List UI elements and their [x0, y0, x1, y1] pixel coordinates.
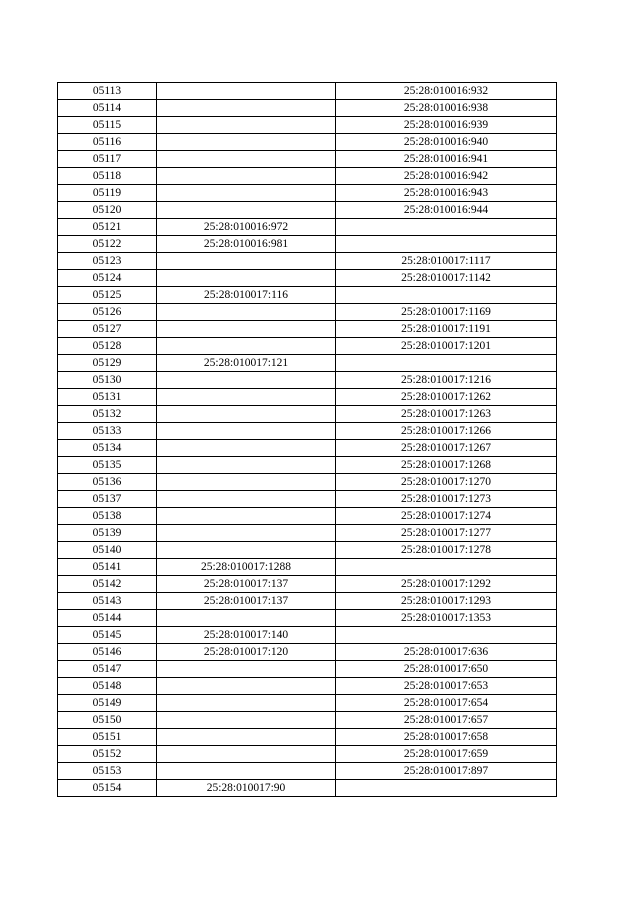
table-row	[58, 627, 557, 644]
row-number-cell: 05144	[58, 610, 157, 627]
primary-cadastral-number-cell	[157, 661, 336, 678]
table-row	[58, 661, 557, 678]
related-cadastral-number-cell: 25:28:010016:940	[336, 134, 557, 151]
related-cadastral-number-cell	[336, 355, 557, 372]
table-row	[58, 440, 557, 457]
row-number-cell: 05146	[58, 644, 157, 661]
related-cadastral-number-cell	[336, 780, 557, 797]
primary-cadastral-number-cell	[157, 406, 336, 423]
row-number-cell: 05134	[58, 440, 157, 457]
row-number-cell: 05147	[58, 661, 157, 678]
row-number-cell: 05143	[58, 593, 157, 610]
row-number-cell: 05121	[58, 219, 157, 236]
primary-cadastral-number-cell	[157, 338, 336, 355]
table-row	[58, 474, 557, 491]
table-row	[58, 321, 557, 338]
table-row	[58, 253, 557, 270]
row-number-cell: 05153	[58, 763, 157, 780]
primary-cadastral-number-cell	[157, 389, 336, 406]
related-cadastral-number-cell	[336, 219, 557, 236]
primary-cadastral-number-cell	[157, 729, 336, 746]
table-row	[58, 355, 557, 372]
row-number-cell: 05113	[58, 83, 157, 100]
table-row	[58, 236, 557, 253]
table-row	[58, 100, 557, 117]
row-number-cell: 05138	[58, 508, 157, 525]
primary-cadastral-number-cell: 25:28:010016:981	[157, 236, 336, 253]
table-row	[58, 117, 557, 134]
row-number-cell: 05145	[58, 627, 157, 644]
related-cadastral-number-cell: 25:28:010016:942	[336, 168, 557, 185]
table-row	[58, 780, 557, 797]
primary-cadastral-number-cell	[157, 270, 336, 287]
related-cadastral-number-cell: 25:28:010017:1278	[336, 542, 557, 559]
row-number-cell: 05129	[58, 355, 157, 372]
related-cadastral-number-cell: 25:28:010017:653	[336, 678, 557, 695]
row-number-cell: 05140	[58, 542, 157, 559]
primary-cadastral-number-cell	[157, 474, 336, 491]
table-row	[58, 763, 557, 780]
related-cadastral-number-cell: 25:28:010017:1267	[336, 440, 557, 457]
primary-cadastral-number-cell	[157, 117, 336, 134]
related-cadastral-number-cell	[336, 559, 557, 576]
table-row	[58, 134, 557, 151]
row-number-cell: 05120	[58, 202, 157, 219]
table-row	[58, 457, 557, 474]
primary-cadastral-number-cell: 25:28:010017:120	[157, 644, 336, 661]
row-number-cell: 05118	[58, 168, 157, 185]
related-cadastral-number-cell: 25:28:010016:938	[336, 100, 557, 117]
table-row	[58, 83, 557, 100]
row-number-cell: 05142	[58, 576, 157, 593]
table-row	[58, 746, 557, 763]
related-cadastral-number-cell: 25:28:010017:654	[336, 695, 557, 712]
primary-cadastral-number-cell	[157, 83, 336, 100]
table-row	[58, 185, 557, 202]
primary-cadastral-number-cell	[157, 695, 336, 712]
related-cadastral-number-cell	[336, 287, 557, 304]
related-cadastral-number-cell: 25:28:010017:1353	[336, 610, 557, 627]
row-number-cell: 05152	[58, 746, 157, 763]
related-cadastral-number-cell	[336, 627, 557, 644]
row-number-cell: 05141	[58, 559, 157, 576]
related-cadastral-number-cell: 25:28:010017:1268	[336, 457, 557, 474]
primary-cadastral-number-cell: 25:28:010017:121	[157, 355, 336, 372]
primary-cadastral-number-cell	[157, 525, 336, 542]
table-row	[58, 202, 557, 219]
primary-cadastral-number-cell: 25:28:010017:90	[157, 780, 336, 797]
table-row	[58, 151, 557, 168]
row-number-cell: 05119	[58, 185, 157, 202]
related-cadastral-number-cell: 25:28:010017:659	[336, 746, 557, 763]
related-cadastral-number-cell: 25:28:010017:1274	[336, 508, 557, 525]
row-number-cell: 05122	[58, 236, 157, 253]
related-cadastral-number-cell: 25:28:010017:1169	[336, 304, 557, 321]
primary-cadastral-number-cell	[157, 763, 336, 780]
related-cadastral-number-cell	[336, 236, 557, 253]
primary-cadastral-number-cell	[157, 151, 336, 168]
primary-cadastral-number-cell	[157, 134, 336, 151]
table-row	[58, 219, 557, 236]
table-row	[58, 644, 557, 661]
primary-cadastral-number-cell	[157, 100, 336, 117]
primary-cadastral-number-cell	[157, 202, 336, 219]
primary-cadastral-number-cell	[157, 423, 336, 440]
row-number-cell: 05150	[58, 712, 157, 729]
row-number-cell: 05130	[58, 372, 157, 389]
primary-cadastral-number-cell	[157, 746, 336, 763]
related-cadastral-number-cell: 25:28:010017:1117	[336, 253, 557, 270]
cadastral-table	[57, 82, 557, 797]
primary-cadastral-number-cell	[157, 321, 336, 338]
related-cadastral-number-cell: 25:28:010017:657	[336, 712, 557, 729]
primary-cadastral-number-cell: 25:28:010017:140	[157, 627, 336, 644]
primary-cadastral-number-cell	[157, 491, 336, 508]
table-row	[58, 610, 557, 627]
related-cadastral-number-cell: 25:28:010017:1266	[336, 423, 557, 440]
table-row	[58, 729, 557, 746]
row-number-cell: 05148	[58, 678, 157, 695]
table-row	[58, 491, 557, 508]
primary-cadastral-number-cell: 25:28:010017:137	[157, 576, 336, 593]
primary-cadastral-number-cell	[157, 440, 336, 457]
related-cadastral-number-cell: 25:28:010016:932	[336, 83, 557, 100]
related-cadastral-number-cell: 25:28:010017:650	[336, 661, 557, 678]
related-cadastral-number-cell: 25:28:010016:941	[336, 151, 557, 168]
primary-cadastral-number-cell	[157, 542, 336, 559]
related-cadastral-number-cell: 25:28:010016:944	[336, 202, 557, 219]
primary-cadastral-number-cell	[157, 508, 336, 525]
primary-cadastral-number-cell	[157, 185, 336, 202]
row-number-cell: 05137	[58, 491, 157, 508]
primary-cadastral-number-cell: 25:28:010017:116	[157, 287, 336, 304]
row-number-cell: 05149	[58, 695, 157, 712]
related-cadastral-number-cell: 25:28:010017:1191	[336, 321, 557, 338]
row-number-cell: 05132	[58, 406, 157, 423]
table-row	[58, 270, 557, 287]
table-row	[58, 168, 557, 185]
row-number-cell: 05123	[58, 253, 157, 270]
row-number-cell: 05151	[58, 729, 157, 746]
table-row	[58, 593, 557, 610]
table-row	[58, 559, 557, 576]
related-cadastral-number-cell: 25:28:010017:1277	[336, 525, 557, 542]
primary-cadastral-number-cell	[157, 678, 336, 695]
related-cadastral-number-cell: 25:28:010017:658	[336, 729, 557, 746]
table-body	[58, 83, 557, 797]
related-cadastral-number-cell: 25:28:010017:1216	[336, 372, 557, 389]
table-row	[58, 542, 557, 559]
primary-cadastral-number-cell	[157, 253, 336, 270]
related-cadastral-number-cell: 25:28:010017:1262	[336, 389, 557, 406]
primary-cadastral-number-cell: 25:28:010016:972	[157, 219, 336, 236]
table-row	[58, 406, 557, 423]
primary-cadastral-number-cell	[157, 372, 336, 389]
related-cadastral-number-cell: 25:28:010017:1293	[336, 593, 557, 610]
primary-cadastral-number-cell: 25:28:010017:137	[157, 593, 336, 610]
table-row	[58, 576, 557, 593]
table-row	[58, 678, 557, 695]
row-number-cell: 05125	[58, 287, 157, 304]
related-cadastral-number-cell: 25:28:010017:1292	[336, 576, 557, 593]
primary-cadastral-number-cell	[157, 457, 336, 474]
row-number-cell: 05126	[58, 304, 157, 321]
related-cadastral-number-cell: 25:28:010017:1273	[336, 491, 557, 508]
related-cadastral-number-cell: 25:28:010017:1142	[336, 270, 557, 287]
related-cadastral-number-cell: 25:28:010017:1201	[336, 338, 557, 355]
row-number-cell: 05124	[58, 270, 157, 287]
related-cadastral-number-cell: 25:28:010016:939	[336, 117, 557, 134]
row-number-cell: 05133	[58, 423, 157, 440]
table-row	[58, 287, 557, 304]
row-number-cell: 05117	[58, 151, 157, 168]
row-number-cell: 05135	[58, 457, 157, 474]
primary-cadastral-number-cell	[157, 712, 336, 729]
row-number-cell: 05127	[58, 321, 157, 338]
primary-cadastral-number-cell	[157, 304, 336, 321]
row-number-cell: 05136	[58, 474, 157, 491]
table-row	[58, 423, 557, 440]
related-cadastral-number-cell: 25:28:010017:1270	[336, 474, 557, 491]
row-number-cell: 05131	[58, 389, 157, 406]
related-cadastral-number-cell: 25:28:010016:943	[336, 185, 557, 202]
related-cadastral-number-cell: 25:28:010017:636	[336, 644, 557, 661]
row-number-cell: 05139	[58, 525, 157, 542]
table-row	[58, 372, 557, 389]
primary-cadastral-number-cell: 25:28:010017:1288	[157, 559, 336, 576]
row-number-cell: 05114	[58, 100, 157, 117]
table-row	[58, 389, 557, 406]
table-row	[58, 525, 557, 542]
primary-cadastral-number-cell	[157, 610, 336, 627]
table-row	[58, 338, 557, 355]
row-number-cell: 05128	[58, 338, 157, 355]
primary-cadastral-number-cell	[157, 168, 336, 185]
table-row	[58, 508, 557, 525]
related-cadastral-number-cell: 25:28:010017:897	[336, 763, 557, 780]
table-row	[58, 695, 557, 712]
table-row	[58, 712, 557, 729]
row-number-cell: 05115	[58, 117, 157, 134]
row-number-cell: 05116	[58, 134, 157, 151]
table-row	[58, 304, 557, 321]
related-cadastral-number-cell: 25:28:010017:1263	[336, 406, 557, 423]
row-number-cell: 05154	[58, 780, 157, 797]
